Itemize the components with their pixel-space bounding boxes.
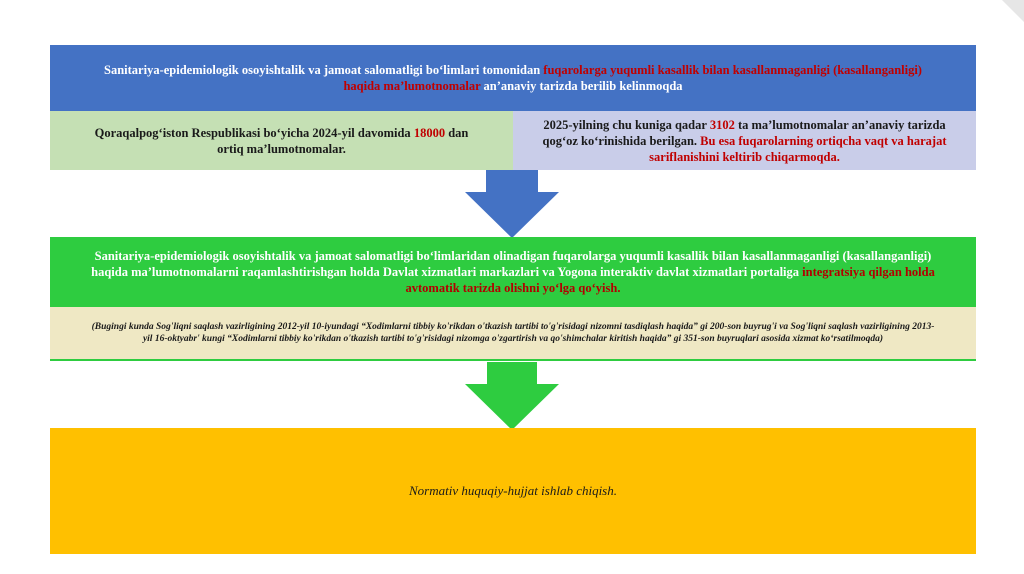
legal-basis-text: (Bugingi kunda Sog'liqni saqlash vazirligining 2012-yil 10-iyundagi “Xodimlarni tibbiy ko'rikdan o'tkazish tartibi to'g'risidagi nizomni tasdiqlash haqida” gi 200-son buyrug'i va Sog'liqni saqlash vazirligining 2013-yil 16-oktyabr' kungi “Xodimlarni tibbiy ko'rikdan o'tkazish tartibi to'g'risidagi nizomga o'zgartirish va qo'shimchalar kiritish haqida” gi 351-son buyruqlari asosida xizmat ko‘rsatilmoqda)	[91, 322, 935, 344]
outcome-box	[50, 428, 976, 554]
stat-2025-text: 2025-yilning chu kuniga qadar 3102 ta ma’lumotnomalar an’anaviy tarizda qog‘oz ko‘rinishida berilgan. Bu esa fuqarolarning ortiqcha vaqt va harajat sariflanishini keltirib chiqarmoqda.	[542, 117, 947, 164]
legal-basis-note	[50, 307, 976, 361]
proposal-highlight: integratsiya qilgan holda avtomatik tarizda olishni yo‘lga qo‘yish.	[405, 265, 935, 295]
outcome-text: Normativ huquqiy-hujjat ishlab chiqish.	[409, 483, 617, 498]
proposal-box	[50, 237, 976, 307]
page-corner-decoration	[1002, 0, 1024, 22]
header-highlight: fuqarolarga yuqumli kasallik bilan kasallanmaganligi (kasallanganligi) haqida ma’lumotnomalar	[343, 63, 922, 93]
green-down-arrow-icon	[465, 362, 559, 430]
stat-2024-number: 18000	[413, 125, 446, 140]
blue-down-arrow-icon	[465, 170, 559, 238]
header-statement-box	[50, 45, 976, 111]
stat-2025-number: 3102	[709, 117, 735, 132]
stat-2025-box	[513, 111, 976, 170]
stat-2024-box	[50, 111, 513, 170]
stat-2025-highlight: Bu esa fuqarolarning ortiqcha vaqt va harajat sariflanishini keltirib chiqarmoqda.	[649, 133, 947, 164]
proposal-text: Sanitariya-epidemiologik osoyishtalik va jamoat salomatligi bo‘limlaridan olinadigan fuqarolarga yuqumli kasallik bilan kasallanmaganligi (kasallanganligi) haqida ma’lumotnomalarni raqamlashtirishgan holda Davlat xizmatlari markazlari va Yogona interaktiv davlat xizmatlari portaliga integratsiya qilgan holda avtomatik tarizda olishni yo‘lga qo‘yish.	[91, 249, 935, 295]
stat-2024-text: Qoraqalpog‘iston Respublikasi bo‘yicha 2024-yil davomida 18000 dan ortiq ma’lumotnomalar.	[94, 125, 469, 156]
header-statement-text: Sanitariya-epidemiologik osoyishtalik va jamoat salomatligi bo‘limlari tomonidan fuqarolarga yuqumli kasallik bilan kasallanmaganligi (kasallanganligi) haqida ma’lumotnomalar an’anaviy tarizda berilib kelinmoqda	[104, 63, 922, 93]
